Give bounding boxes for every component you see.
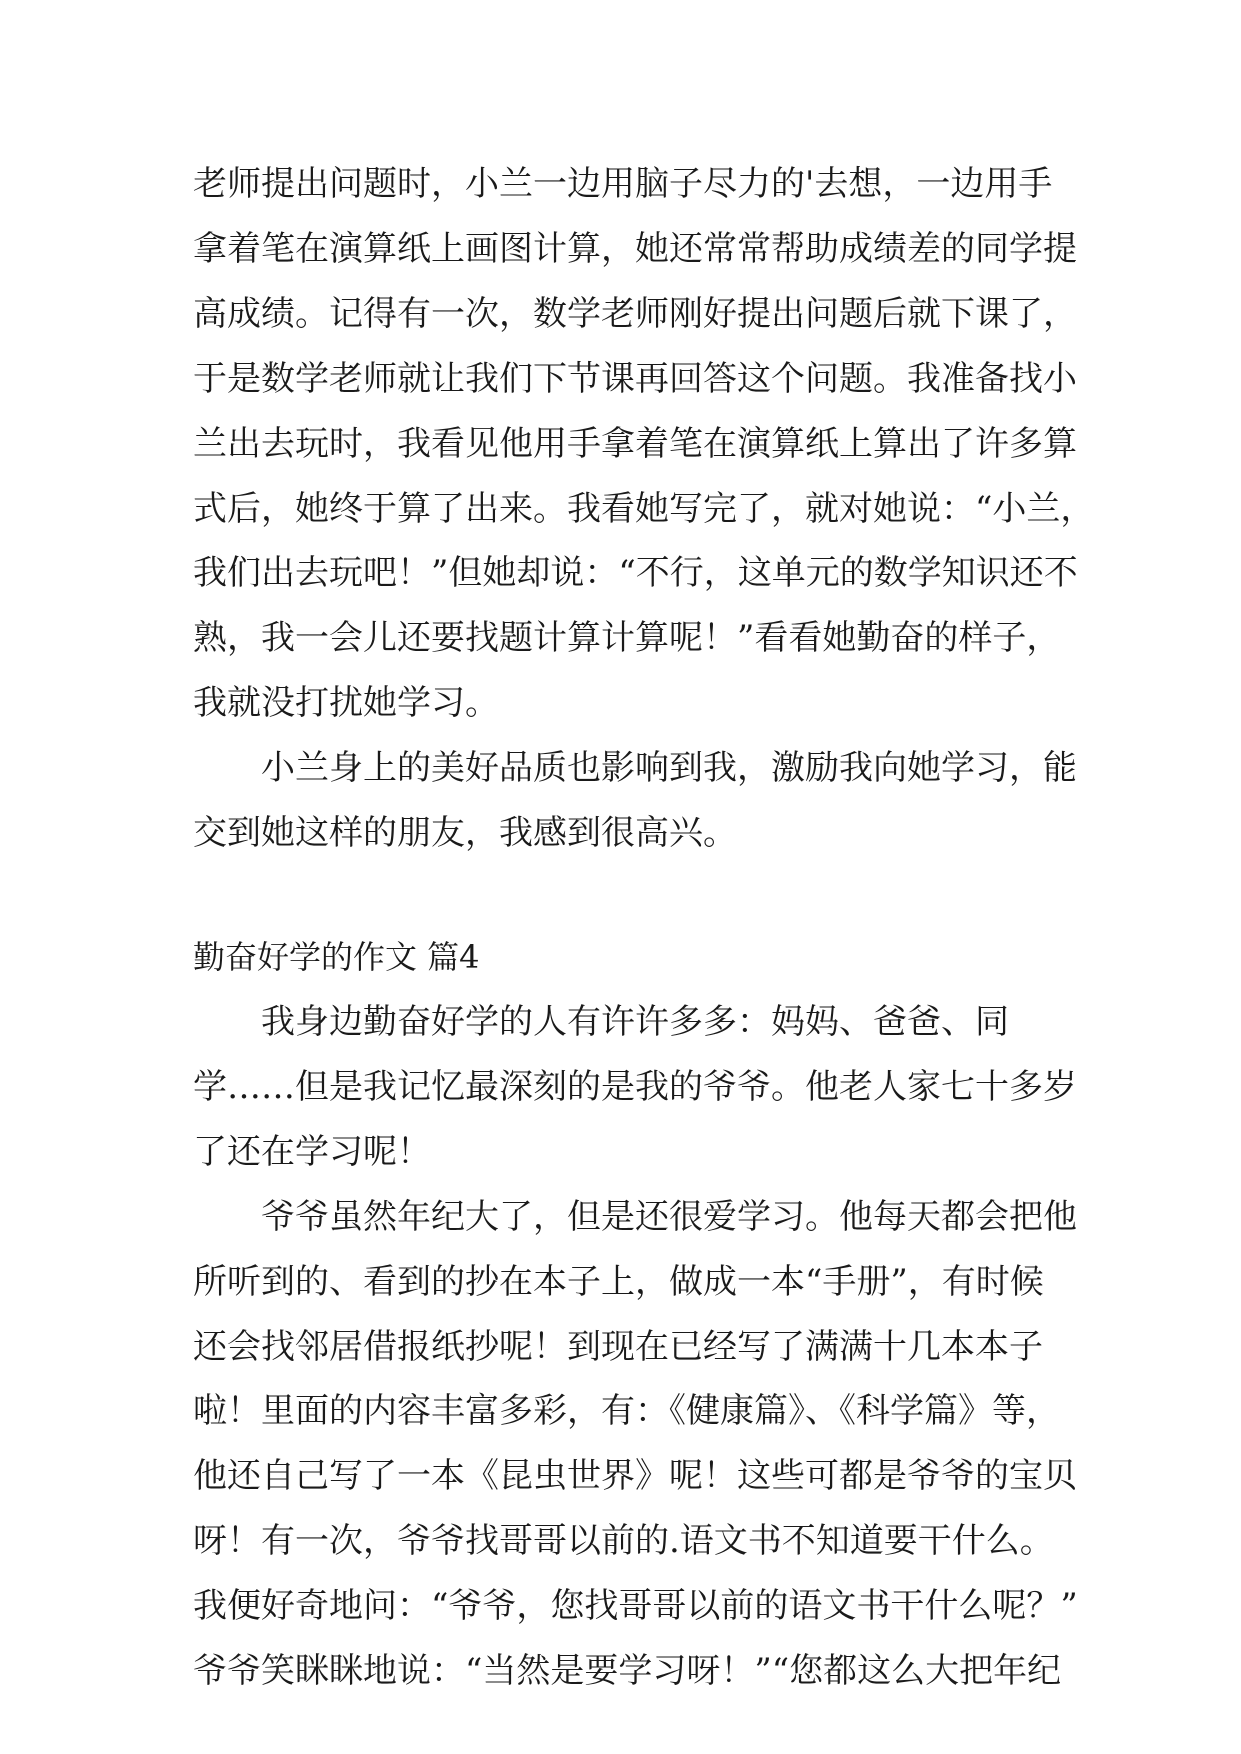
text-line: 于是数学老师就让我们下节课再回答这个问题。我准备找小 <box>193 359 1077 399</box>
text-line: 拿着笔在演算纸上画图计算，她还常常帮助成绩差的同学提 <box>193 229 1077 269</box>
text-line: 我们出去玩吧！”但她却说：“不行，这单元的数学知识还不 <box>193 553 1078 593</box>
text-line: 我便好奇地问：“爷爷，您找哥哥以前的语文书干什么呢？” <box>193 1586 1078 1626</box>
text-line: 小兰身上的美好品质也影响到我，激励我向她学习，能 <box>193 748 1077 788</box>
text-line: 熟，我一会儿还要找题计算计算呢！”看看她勤奋的样子， <box>193 618 1061 658</box>
text-line: 他还自己写了一本《昆虫世界》呢！这些可都是爷爷的宝贝 <box>193 1456 1077 1496</box>
text-line: 啦！里面的内容丰富多彩，有：《健康篇》、《科学篇》等， <box>193 1391 1060 1431</box>
text-line: 我就没打扰她学习。 <box>193 683 499 723</box>
text-line: 所听到的、看到的抄在本子上，做成一本“手册”，有时候 <box>193 1262 1044 1302</box>
text-line: 还会找邻居借报纸抄呢！到现在已经写了满满十几本本子 <box>193 1327 1043 1367</box>
text-line: 学……但是我记忆最深刻的是我的爷爷。他老人家七十多岁 <box>193 1067 1077 1107</box>
text-line: 式后，她终于算了出来。我看她写完了，就对她说：“小兰， <box>193 489 1095 529</box>
section-title: 勤奋好学的作文 篇4 <box>193 938 480 976</box>
text-line: 兰出去玩时，我看见他用手拿着笔在演算纸上算出了许多算 <box>193 424 1077 464</box>
text-line: 老师提出问题时，小兰一边用脑子尽力的'去想，一边用手 <box>193 164 1053 204</box>
text-line: 呀！有一次，爷爷找哥哥以前的.语文书不知道要干什么。 <box>193 1521 1054 1561</box>
text-line: 了还在学习呢！ <box>193 1132 431 1172</box>
text-line: 爷爷笑眯眯地说：“当然是要学习呀！”“您都这么大把年纪 <box>193 1651 1062 1691</box>
text-line: 高成绩。记得有一次，数学老师刚好提出问题后就下课了， <box>193 294 1077 334</box>
text-line: 爷爷虽然年纪大了，但是还很爱学习。他每天都会把他 <box>193 1197 1077 1237</box>
text-line: 我身边勤奋好学的人有许许多多：妈妈、爸爸、同 <box>193 1002 1009 1042</box>
text-line: 交到她这样的朋友，我感到很高兴。 <box>193 813 737 853</box>
